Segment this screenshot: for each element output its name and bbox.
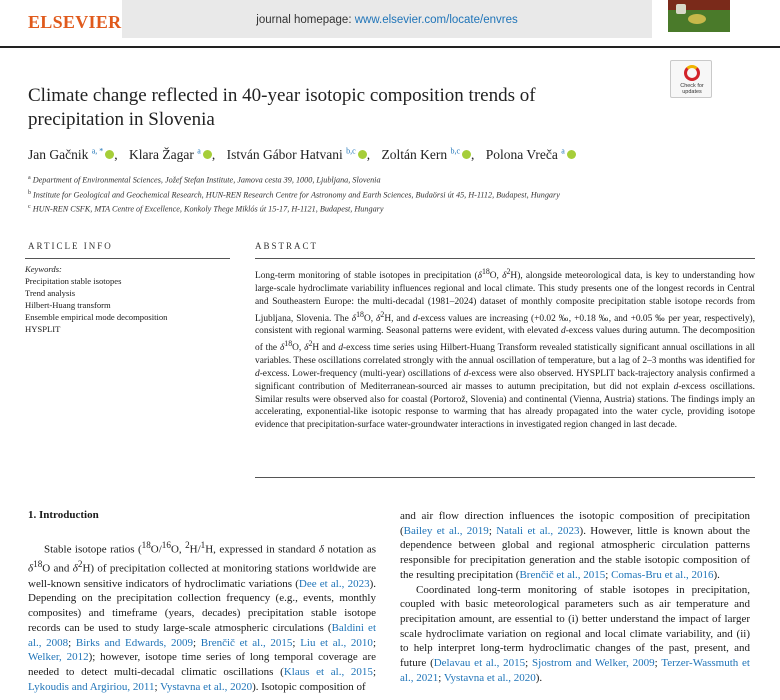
body-column-left: Stable isotope ratios ($^{18}$O/$^{16}$O, $^2$H/$^1$H, expressed in standard δ notation as $\delta^{18}O$ and $\delta^2H$) of precipitation collected at monitoring stations worldwide are well-known sensitive indicators of hydroclimatic variations (Dee et al., 2023). Depending on the precipitation collection frequency (e.g., events, monthly composites) and timeframe (years, decades) precipitation stable isotope records can be used to study large-scale atmospheric circulations (Baldini et al., 2008; Birks and Edwards, 2009; Brenčič et al., 2015; Liu et al., 2010; Welker, 2012); however, isotope time series of long temporal coverage are needed to detect multi-decadal climatic oscillations (Klaus et al., 2015; Lykoudis and Argiriou, 2011; Vystavna et al., 2020). Isotopic composition of bbox=[28, 540, 376, 693]
check-for-updates-label: Check for updates bbox=[680, 83, 704, 95]
author[interactable]: Jan Gačnik $^{a, *}$ , bbox=[28, 146, 118, 162]
affiliations bbox=[28, 172, 768, 216]
citation-link[interactable]: Brenčič et al., 2015 bbox=[519, 568, 606, 581]
journal-cover-image bbox=[668, 0, 730, 32]
citation-link[interactable]: Bailey et al., 2019 bbox=[403, 524, 489, 537]
citation-link[interactable]: Baldini et al., 2008 bbox=[28, 621, 376, 649]
orcid-icon[interactable] bbox=[203, 150, 212, 159]
citation-link[interactable]: Birks and Edwards, 2009 bbox=[75, 636, 193, 649]
citation-link[interactable]: Lykoudis and Argiriou, 2011 bbox=[28, 680, 155, 693]
abstract-rule bbox=[255, 258, 755, 259]
keywords-label: Keywords: bbox=[25, 264, 62, 274]
keyword: HYSPLIT bbox=[25, 324, 61, 334]
citation-link[interactable]: Sjostrom and Welker, 2009 bbox=[532, 657, 655, 670]
body-column-right: and air flow direction influences the isotopic composition of precipitation (Bailey et al., 2019; Natali et al., 2023). However, little is known about the dependence between global and regional atmospheric circulation patterns responsible for precipitation generation and the stable isotopic composition of the resulting precipitation (Brenčič et al., 2015; Comas-Bru et al., 2016). Coordinated long-term monitoring of stable isotopes in precipitation, coupled with basic meteorological parameters such as air temperature and precipitation amount, are essential to (i) better understand the impact of larger scale hydroclimate variation on regional and local climate variability, and (ii) to help interpret long-term hydroclimatic changes of the past, present, and future (Delavau et al., 2015; Sjostrom and Welker, 2009; Terzer-Wassmuth et al., 2021; Vystavna et al., 2020). bbox=[400, 510, 750, 684]
check-for-updates-icon bbox=[684, 65, 700, 81]
author[interactable]: Polona Vreča $^a$ bbox=[486, 147, 576, 162]
citation-link[interactable]: Brenčič et al., 2015 bbox=[200, 636, 293, 649]
article-info-heading: ARTICLE INFO bbox=[28, 241, 113, 251]
journal-homepage bbox=[122, 14, 652, 26]
citation-link[interactable]: Klaus et al., 2015 bbox=[283, 665, 373, 678]
abstract-text: Long-term monitoring of stable isotopes in precipitation ($\delta^{18}O$, $\delta^2H$), alongside meteorological data, is key to understanding how large-scale hydroclimate variability influences regional and local climate. This study presents one of the longest records in Central and Southeastern Europe: the multi-decadal (1981–2024) dataset of monthly composite precipitation stable isotope records from Ljubljana, Slovenia. The $\delta^{18}O$, $\delta^2H$, and d-excess values are increasing (+0.02 ‰, +0.18 ‰, and +0.05 ‰ per year, respectively), consistent with regional warming. Seasonal patterns were evident, with elevated d-excess values during autumn. The decomposition of the $\delta^{18}O$, $\delta^2H$ and d-excess time series using Hilbert-Huang Transform revealed statistically significant annual oscillations in all variables. These oscillations correlated strongly with the annual oscillation of temperature, but a lag of 2–3 months was identified for d-excess. Lower-frequency (multi-year) oscillations of d-excess were also observed. HYSPLIT back-trajectory analysis confirmed a significant contribution of Mediterranean-sourced air masses to autumn precipitation, but did not explain d-excess oscillations. Similar results were observed also for coastal (Portorož, Slovenia) and continental (Vienna, Austria) stations. The findings imply an accelerating, exponential-like isotopic response to warming that has already propagated into the water cycle, providing isotope evidence that precipitation-surface water-groundwater interactions in investigated region changed in last decade. bbox=[255, 267, 756, 431]
orcid-icon[interactable] bbox=[567, 150, 576, 159]
author-list bbox=[28, 146, 758, 163]
abstract-end-rule bbox=[255, 477, 755, 478]
citation-link[interactable]: Welker, 2012 bbox=[28, 651, 89, 664]
paper-title: Climate change reflected in 40-year isotopic composition trends of precipitation in Slovenia bbox=[28, 85, 536, 130]
orcid-icon[interactable] bbox=[105, 150, 114, 159]
keyword: Precipitation stable isotopes bbox=[25, 276, 122, 286]
affiliation: $^c$ HUN-REN CSFK, MTA Centre of Excellence, Konkoly Thege Miklós út 15-17, H-1121, Budapest, Hungary bbox=[28, 204, 384, 215]
keyword: Hilbert-Huang transform bbox=[25, 300, 111, 310]
citation-link[interactable]: Comas-Bru et al., 2016 bbox=[611, 568, 714, 581]
article-info-rule bbox=[25, 258, 230, 259]
affiliation: $^a$ Department of Environmental Sciences, Jožef Stefan Institute, Jamova cesta 39, 1000, Ljubljana, Slovenia bbox=[28, 175, 381, 185]
orcid-icon[interactable] bbox=[358, 150, 367, 159]
author[interactable]: Zoltán Kern $^{b,c}$ , bbox=[381, 146, 475, 162]
citation-link[interactable]: Terzer-Wassmuth et al., 2021 bbox=[400, 657, 750, 684]
keyword: Ensemble empirical mode decomposition bbox=[25, 312, 168, 322]
section-heading-introduction: 1. Introduction bbox=[28, 509, 99, 521]
citation-link[interactable]: Delavau et al., 2015 bbox=[433, 657, 526, 670]
check-for-updates-button[interactable] bbox=[670, 60, 712, 98]
abstract-heading: ABSTRACT bbox=[255, 241, 319, 251]
citation-link[interactable]: Dee et al., 2023 bbox=[298, 577, 370, 590]
author[interactable]: István Gábor Hatvani $^{b,c}$ , bbox=[226, 146, 371, 162]
header-divider bbox=[0, 46, 780, 48]
keyword: Trend analysis bbox=[25, 288, 76, 298]
elsevier-logo: ELSEVIER bbox=[28, 12, 122, 32]
affiliation: $^b$ Institute for Geological and Geochemical Research, HUN-REN Research Centre for Astronomy and Earth Sciences, Budaörsi út 45, H-1112, Budapest, Hungary bbox=[28, 189, 560, 200]
keywords-list bbox=[25, 275, 230, 335]
citation-link[interactable]: Liu et al., 2010 bbox=[300, 636, 373, 649]
orcid-icon[interactable] bbox=[462, 150, 471, 159]
citation-link[interactable]: Vystavna et al., 2020 bbox=[160, 680, 253, 693]
citation-link[interactable]: Natali et al., 2023 bbox=[496, 524, 580, 537]
author[interactable]: Klara Žagar $^a$ , bbox=[129, 146, 216, 162]
homepage-link[interactable]: www.elsevier.com/locate/envres bbox=[354, 14, 518, 26]
homepage-prefix: journal homepage: bbox=[256, 14, 355, 26]
keywords-box bbox=[25, 264, 230, 335]
citation-link[interactable]: Vystavna et al., 2020 bbox=[443, 671, 536, 684]
